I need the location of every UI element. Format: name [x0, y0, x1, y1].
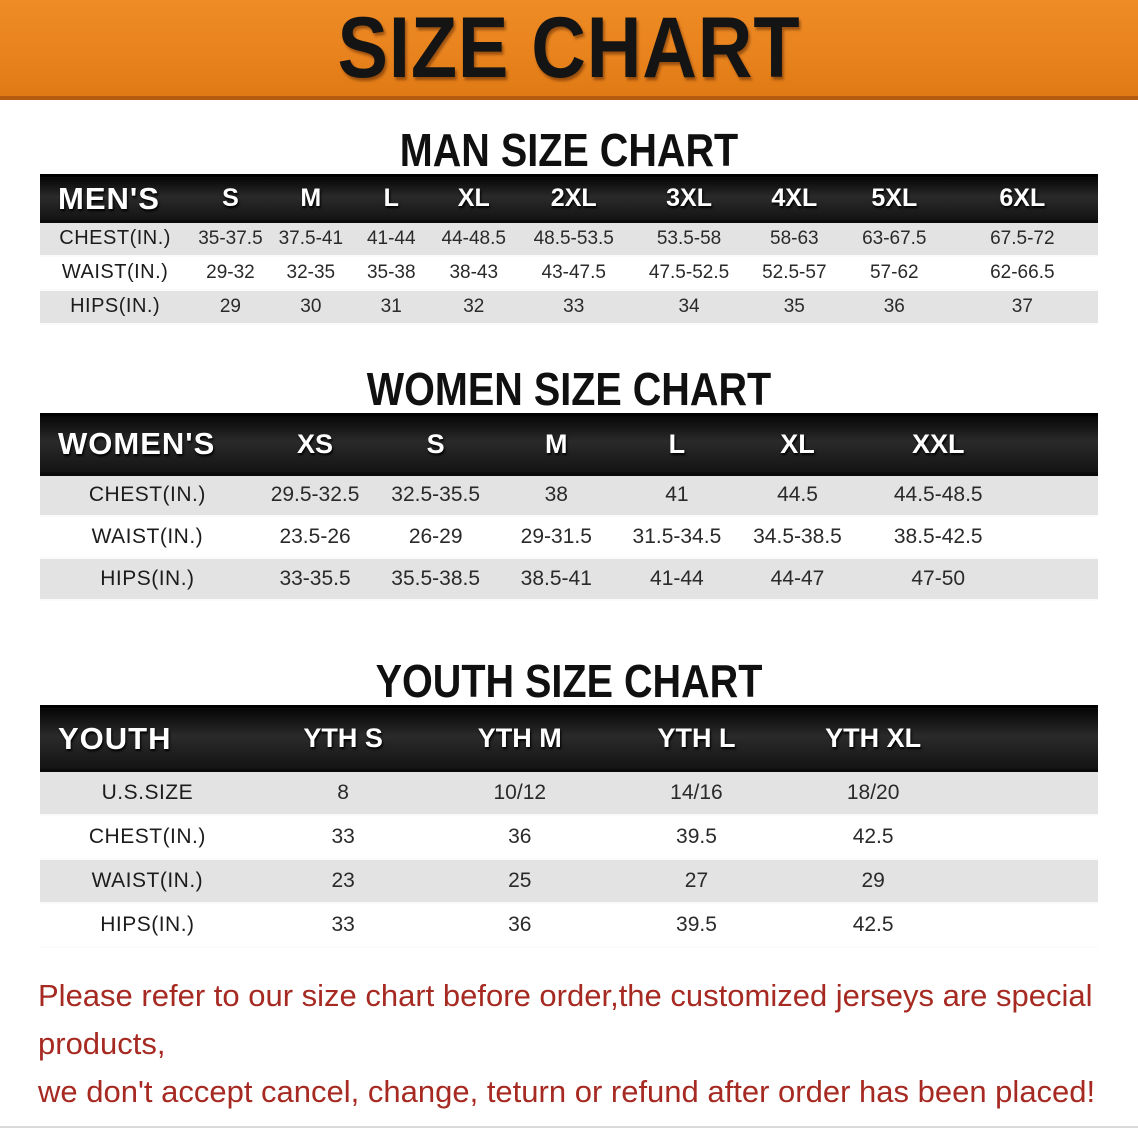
row-label-cell: WAIST(IN.): [40, 256, 190, 290]
size-value-cell: 32.5-35.5: [375, 474, 496, 516]
size-table-youth: [40, 705, 1098, 948]
disclaimer-line-1: Please refer to our size chart before order,the customized jerseys are special products,: [38, 977, 1093, 1061]
size-value-cell: 33-35.5: [255, 558, 376, 600]
size-value-cell: 41: [617, 474, 738, 516]
disclaimer-line-2: we don't accept cancel, change, teturn or refund after order has been placed!: [38, 1073, 1096, 1109]
size-value-cell: 67.5-72: [947, 222, 1098, 256]
row-label-cell: HIPS(IN.): [40, 558, 255, 600]
table-row: [40, 771, 1098, 815]
table-header-row: [40, 176, 1098, 222]
table-row: [40, 222, 1098, 256]
size-value-cell: 37: [947, 290, 1098, 324]
table-header-row: [40, 707, 1098, 771]
table-group-label: MEN'S: [40, 176, 190, 222]
row-filler-cell: [961, 815, 1098, 859]
size-column-header: M: [496, 414, 617, 474]
table-header-row: [40, 414, 1098, 474]
size-value-cell: 44.5-48.5: [858, 474, 1019, 516]
size-column-header: 3XL: [631, 176, 746, 222]
size-value-cell: 36: [431, 815, 608, 859]
size-column-header: L: [351, 176, 431, 222]
size-column-header: 2XL: [516, 176, 631, 222]
size-value-cell: 10/12: [431, 771, 608, 815]
row-filler-cell: [1019, 474, 1098, 516]
row-filler-cell: [1019, 558, 1098, 600]
size-value-cell: 41-44: [617, 558, 738, 600]
size-column-header: S: [190, 176, 270, 222]
disclaimer: [0, 972, 1138, 1116]
size-chart-banner: [0, 0, 1138, 100]
size-value-cell: 33: [255, 903, 432, 947]
size-value-cell: 38.5-41: [496, 558, 617, 600]
size-value-cell: 29-32: [190, 256, 270, 290]
size-value-cell: 47-50: [858, 558, 1019, 600]
size-value-cell: 29: [785, 859, 962, 903]
size-value-cell: 23.5-26: [255, 516, 376, 558]
size-value-cell: 34.5-38.5: [737, 516, 858, 558]
size-value-cell: 25: [431, 859, 608, 903]
size-column-header: XL: [737, 414, 858, 474]
size-value-cell: 48.5-53.5: [516, 222, 631, 256]
size-value-cell: 52.5-57: [747, 256, 842, 290]
size-value-cell: 8: [255, 771, 432, 815]
size-value-cell: 30: [271, 290, 351, 324]
section-heading-womens: WOMEN SIZE CHART: [366, 362, 772, 415]
size-value-cell: 33: [516, 290, 631, 324]
size-table-womens: [40, 413, 1098, 602]
size-value-cell: 26-29: [375, 516, 496, 558]
size-value-cell: 35-38: [351, 256, 431, 290]
size-value-cell: 36: [842, 290, 947, 324]
table-row: [40, 903, 1098, 947]
size-value-cell: 57-62: [842, 256, 947, 290]
table-row: [40, 859, 1098, 903]
table-row: [40, 290, 1098, 324]
table-row: [40, 815, 1098, 859]
size-value-cell: 44-48.5: [431, 222, 516, 256]
size-value-cell: 33: [255, 815, 432, 859]
size-value-cell: 38: [496, 474, 617, 516]
size-column-header: XXL: [858, 414, 1019, 474]
size-column-header: XL: [431, 176, 516, 222]
size-value-cell: 38.5-42.5: [858, 516, 1019, 558]
size-column-header: YTH S: [255, 707, 432, 771]
table-row: [40, 256, 1098, 290]
size-column-header: L: [617, 414, 738, 474]
table-row: [40, 558, 1098, 600]
banner-title: SIZE CHART: [337, 0, 801, 96]
size-value-cell: 35-37.5: [190, 222, 270, 256]
size-value-cell: 14/16: [608, 771, 785, 815]
size-value-cell: 36: [431, 903, 608, 947]
size-value-cell: 62-66.5: [947, 256, 1098, 290]
size-value-cell: 32: [431, 290, 516, 324]
row-label-cell: U.S.SIZE: [40, 771, 255, 815]
size-value-cell: 35: [747, 290, 842, 324]
section-heading-youth: YOUTH SIZE CHART: [375, 655, 763, 707]
size-column-header: 4XL: [747, 176, 842, 222]
size-value-cell: 44-47: [737, 558, 858, 600]
size-column-header: 6XL: [947, 176, 1098, 222]
size-value-cell: 58-63: [747, 222, 842, 256]
section-heading-mens: MAN SIZE CHART: [399, 124, 739, 176]
row-label-cell: HIPS(IN.): [40, 290, 190, 324]
size-chart-sections: [0, 126, 1138, 948]
row-label-cell: CHEST(IN.): [40, 222, 190, 256]
row-label-cell: CHEST(IN.): [40, 474, 255, 516]
size-column-header: S: [375, 414, 496, 474]
size-column-header: XS: [255, 414, 376, 474]
size-value-cell: 43-47.5: [516, 256, 631, 290]
size-column-header: YTH XL: [785, 707, 962, 771]
row-label-cell: WAIST(IN.): [40, 859, 255, 903]
table-row: [40, 516, 1098, 558]
size-value-cell: 42.5: [785, 815, 962, 859]
size-column-header: YTH L: [608, 707, 785, 771]
size-value-cell: 37.5-41: [271, 222, 351, 256]
header-filler-cell: [1019, 414, 1098, 474]
size-value-cell: 29: [190, 290, 270, 324]
table-row: [40, 474, 1098, 516]
size-column-header: M: [271, 176, 351, 222]
size-value-cell: 29-31.5: [496, 516, 617, 558]
table-group-label: WOMEN'S: [40, 414, 255, 474]
size-value-cell: 47.5-52.5: [631, 256, 746, 290]
size-column-header: YTH M: [431, 707, 608, 771]
row-filler-cell: [961, 903, 1098, 947]
size-value-cell: 38-43: [431, 256, 516, 290]
size-value-cell: 63-67.5: [842, 222, 947, 256]
row-label-cell: HIPS(IN.): [40, 903, 255, 947]
table-group-label: YOUTH: [40, 707, 255, 771]
size-value-cell: 41-44: [351, 222, 431, 256]
size-value-cell: 31.5-34.5: [617, 516, 738, 558]
size-value-cell: 27: [608, 859, 785, 903]
size-value-cell: 53.5-58: [631, 222, 746, 256]
size-value-cell: 18/20: [785, 771, 962, 815]
bottom-divider: [0, 1126, 1138, 1128]
row-filler-cell: [961, 771, 1098, 815]
size-value-cell: 35.5-38.5: [375, 558, 496, 600]
row-filler-cell: [961, 859, 1098, 903]
size-value-cell: 34: [631, 290, 746, 324]
row-label-cell: WAIST(IN.): [40, 516, 255, 558]
size-value-cell: 32-35: [271, 256, 351, 290]
size-value-cell: 31: [351, 290, 431, 324]
size-value-cell: 23: [255, 859, 432, 903]
row-filler-cell: [1019, 516, 1098, 558]
size-value-cell: 39.5: [608, 815, 785, 859]
header-filler-cell: [961, 707, 1098, 771]
size-value-cell: 44.5: [737, 474, 858, 516]
row-label-cell: CHEST(IN.): [40, 815, 255, 859]
size-value-cell: 42.5: [785, 903, 962, 947]
size-value-cell: 39.5: [608, 903, 785, 947]
size-column-header: 5XL: [842, 176, 947, 222]
size-table-mens: [40, 174, 1098, 325]
size-value-cell: 29.5-32.5: [255, 474, 376, 516]
